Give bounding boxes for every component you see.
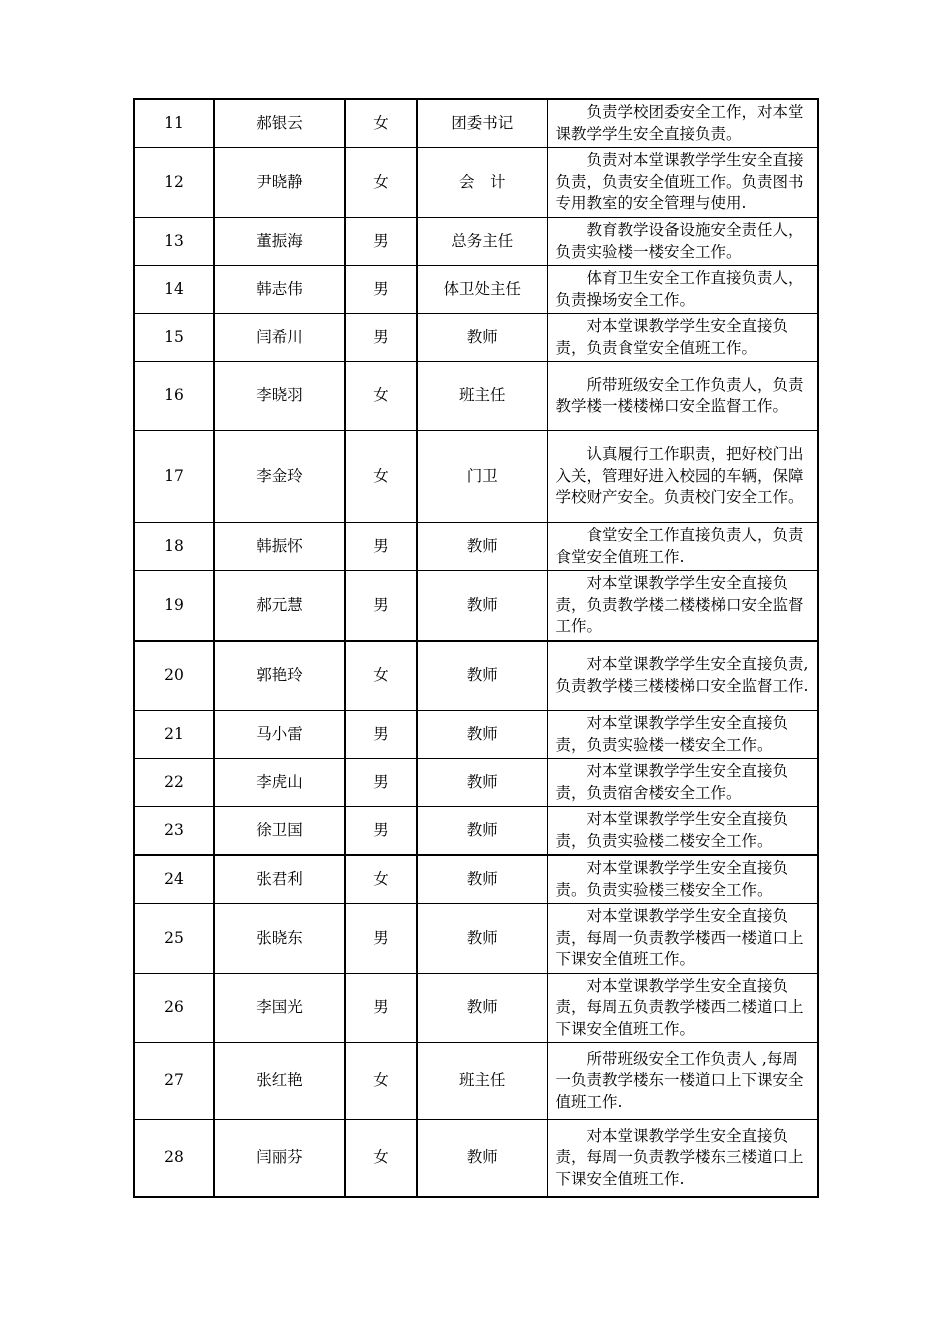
cell-role: 教师 [417,314,547,362]
cell-duty: 对本堂课教学学生安全直接负责，负责宿舍楼安全工作。 [547,759,818,807]
responsibility-table [133,98,819,1198]
table-row [134,314,818,362]
cell-number: 15 [134,314,214,362]
cell-duty: 对本堂课教学学生安全直接负责，负责实验楼二楼安全工作。 [547,807,818,856]
cell-number: 22 [134,759,214,807]
cell-number: 17 [134,431,214,523]
cell-gender: 女 [345,855,417,904]
cell-number: 21 [134,711,214,759]
table-row [134,855,818,904]
cell-number: 18 [134,523,214,571]
cell-duty: 对本堂课教学学生安全直接负责。负责实验楼三楼安全工作。 [547,855,818,904]
cell-duty: 对本堂课教学学生安全直接负责，负责实验楼一楼安全工作。 [547,711,818,759]
cell-number: 11 [134,99,214,148]
table-row [134,711,818,759]
table-row [134,571,818,641]
cell-duty: 负责学校团委安全工作，对本堂课教学学生安全直接负责。 [547,99,818,148]
cell-gender: 男 [345,523,417,571]
cell-name: 闫希川 [214,314,345,362]
table-row [134,266,818,314]
table-row [134,759,818,807]
cell-name: 董振海 [214,218,345,266]
cell-duty: 认真履行工作职责，把好校门出入关，管理好进入校园的车辆，保障学校财产安全。负责校门安全工作。 [547,431,818,523]
cell-gender: 女 [345,641,417,711]
cell-role: 教师 [417,973,547,1043]
cell-gender: 女 [345,148,417,218]
cell-duty: 所带班级安全工作负责人，负责教学楼一楼楼梯口安全监督工作。 [547,362,818,431]
cell-gender: 男 [345,711,417,759]
cell-duty: 负责对本堂课教学学生安全直接负责，负责安全值班工作。负责图书专用教室的安全管理与使用. [547,148,818,218]
cell-role: 教师 [417,711,547,759]
cell-number: 28 [134,1120,214,1197]
cell-number: 26 [134,973,214,1043]
table-row [134,362,818,431]
cell-gender: 男 [345,759,417,807]
table-row [134,807,818,856]
table-row [134,148,818,218]
cell-gender: 男 [345,904,417,974]
table-body [134,99,818,1197]
cell-number: 13 [134,218,214,266]
cell-role: 教师 [417,855,547,904]
table-row [134,523,818,571]
table-row [134,973,818,1043]
cell-number: 20 [134,641,214,711]
cell-gender: 男 [345,218,417,266]
cell-role: 教师 [417,807,547,856]
cell-name: 张君利 [214,855,345,904]
cell-number: 27 [134,1043,214,1120]
cell-role: 教师 [417,759,547,807]
table-row [134,904,818,974]
table-row [134,99,818,148]
cell-number: 16 [134,362,214,431]
cell-name: 郭艳玲 [214,641,345,711]
cell-name: 马小雷 [214,711,345,759]
cell-role: 教师 [417,571,547,641]
cell-role: 教师 [417,523,547,571]
cell-name: 李国光 [214,973,345,1043]
cell-name: 郝银云 [214,99,345,148]
cell-role: 体卫处主任 [417,266,547,314]
cell-role: 教师 [417,904,547,974]
cell-number: 14 [134,266,214,314]
cell-duty: 对本堂课教学学生安全直接负责，每周一负责教学楼东三楼道口上下课安全值班工作. [547,1120,818,1197]
cell-role: 教师 [417,1120,547,1197]
cell-name: 李金玲 [214,431,345,523]
cell-number: 25 [134,904,214,974]
cell-duty: 所带班级安全工作负责人 ,每周一负责教学楼东一楼道口上下课安全值班工作. [547,1043,818,1120]
cell-gender: 女 [345,1120,417,1197]
cell-role: 团委书记 [417,99,547,148]
cell-role: 班主任 [417,1043,547,1120]
cell-gender: 男 [345,314,417,362]
cell-gender: 男 [345,807,417,856]
table-row [134,1043,818,1120]
cell-duty: 对本堂课教学学生安全直接负责，负责教学楼二楼楼梯口安全监督工作。 [547,571,818,641]
cell-number: 24 [134,855,214,904]
cell-duty: 教育教学设备设施安全责任人，负责实验楼一楼安全工作。 [547,218,818,266]
cell-gender: 男 [345,571,417,641]
cell-name: 张晓东 [214,904,345,974]
table-row [134,431,818,523]
cell-gender: 女 [345,431,417,523]
cell-gender: 男 [345,266,417,314]
cell-name: 李晓羽 [214,362,345,431]
cell-name: 徐卫国 [214,807,345,856]
cell-duty: 体育卫生安全工作直接负责人，负责操场安全工作。 [547,266,818,314]
cell-name: 张红艳 [214,1043,345,1120]
cell-name: 韩振怀 [214,523,345,571]
cell-number: 12 [134,148,214,218]
cell-role: 总务主任 [417,218,547,266]
cell-role: 教师 [417,641,547,711]
table-row [134,1120,818,1197]
cell-role: 会 计 [417,148,547,218]
cell-duty: 对本堂课教学学生安全直接负责，负责食堂安全值班工作。 [547,314,818,362]
table-row [134,641,818,711]
cell-gender: 女 [345,99,417,148]
cell-name: 尹晓静 [214,148,345,218]
cell-duty: 对本堂课教学学生安全直接负责，每周五负责教学楼西二楼道口上下课安全值班工作。 [547,973,818,1043]
cell-duty: 对本堂课教学学生安全直接负责,负责教学楼三楼楼梯口安全监督工作. [547,641,818,711]
table-row [134,218,818,266]
cell-number: 19 [134,571,214,641]
cell-duty: 食堂安全工作直接负责人，负责食堂安全值班工作. [547,523,818,571]
cell-name: 闫丽芬 [214,1120,345,1197]
cell-name: 郝元慧 [214,571,345,641]
cell-name: 韩志伟 [214,266,345,314]
cell-role: 班主任 [417,362,547,431]
cell-gender: 女 [345,362,417,431]
cell-gender: 男 [345,973,417,1043]
cell-number: 23 [134,807,214,856]
cell-duty: 对本堂课教学学生安全直接负责，每周一负责教学楼西一楼道口上下课安全值班工作。 [547,904,818,974]
cell-role: 门卫 [417,431,547,523]
cell-gender: 女 [345,1043,417,1120]
cell-name: 李虎山 [214,759,345,807]
